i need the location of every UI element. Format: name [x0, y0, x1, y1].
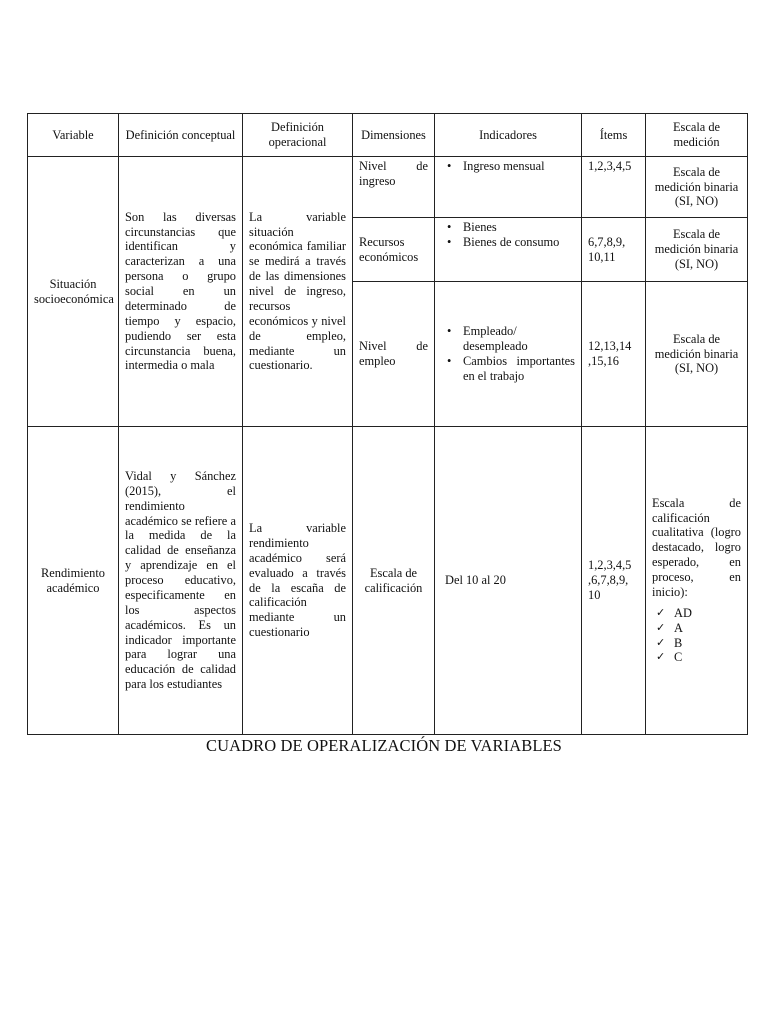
variable-name: Rendimiento académico: [28, 427, 119, 735]
table-row: [28, 427, 748, 735]
grade-item: ✓ AD: [674, 606, 741, 621]
header-escala: Escala de medición: [646, 114, 748, 157]
header-variable: Variable: [28, 114, 119, 157]
items: 1,2,3,4,5 ,6,7,8,9, 10: [582, 427, 646, 735]
scale: Escala de medición binaria (SI, NO): [646, 282, 748, 427]
indicator: Del 10 al 20: [435, 427, 582, 735]
indicator-item: • Cambios importantes en el trabajo: [463, 354, 575, 384]
dimension: Nivel de empleo: [353, 282, 435, 427]
items: 12,13,14 ,15,16: [582, 282, 646, 427]
header-indicadores: Indicadores: [435, 114, 582, 157]
grade-item: ✓ A: [674, 621, 741, 636]
scale: Escala de medición binaria (SI, NO): [646, 218, 748, 282]
scale-cell: [646, 427, 748, 735]
grade-item: ✓ C: [674, 650, 741, 665]
indicator-item: • Bienes de consumo: [463, 235, 575, 250]
table-caption: CUADRO DE OPERALIZACIÓN DE VARIABLES: [206, 736, 562, 755]
header-row: [28, 114, 748, 157]
definicion-operacional: La variable rendimiento académico será evaluado a través de la escaña de calificación mediante un cuestionario: [243, 427, 353, 735]
table-row: [28, 157, 748, 218]
operationalization-table: [27, 113, 748, 735]
definicion-conceptual: Vidal y Sánchez (2015), el rendimiento académico se refiere a la medida de la calidad de enseñanza y aprendizaje en el proceso educativo, especificamente en los aspectos académicos. Es un indicador importante para lograr una educación de calidad para los estudiantes: [119, 427, 243, 735]
definicion-operacional: La variable situación económica familiar se medirá a través de las dimensiones nivel de ingreso, recursos económicos y nivel de empleo, mediante un cuestionario.: [243, 157, 353, 427]
scale: Escala de medición binaria (SI, NO): [646, 157, 748, 218]
header-dimensiones: Dimensiones: [353, 114, 435, 157]
grade-list: [652, 606, 741, 666]
indicators-cell: [435, 282, 582, 427]
scale-text: Escala de calificación cualitativa (logro destacado, logro esperado, en proceso, en inicio):: [652, 495, 741, 599]
definicion-conceptual: Son las diversas circunstancias que identifican y caracterizan a una persona o grupo social en un determinado de tiempo y espacio, pudiendo ser esta circunstancia buena, intermedia o mala: [119, 157, 243, 427]
indicator-item: • Empleado/ desempleado: [463, 324, 575, 354]
indicator-item: • Bienes: [463, 220, 575, 235]
header-definicion-conceptual: Definición conceptual: [119, 114, 243, 157]
dimension: Nivel de ingreso: [353, 157, 435, 218]
indicators-cell: [435, 218, 582, 282]
indicators-cell: [435, 157, 582, 218]
header-items: Ítems: [582, 114, 646, 157]
dimension: Recursos económicos: [353, 218, 435, 282]
items: 6,7,8,9, 10,11: [582, 218, 646, 282]
items: 1,2,3,4,5: [582, 157, 646, 218]
grade-item: ✓ B: [674, 636, 741, 651]
indicator-item: • Ingreso mensual: [463, 159, 575, 174]
variable-name: Situación socioeconómica: [28, 157, 119, 427]
header-definicion-operacional: Definición operacional: [243, 114, 353, 157]
dimension: Escala de calificación: [353, 427, 435, 735]
